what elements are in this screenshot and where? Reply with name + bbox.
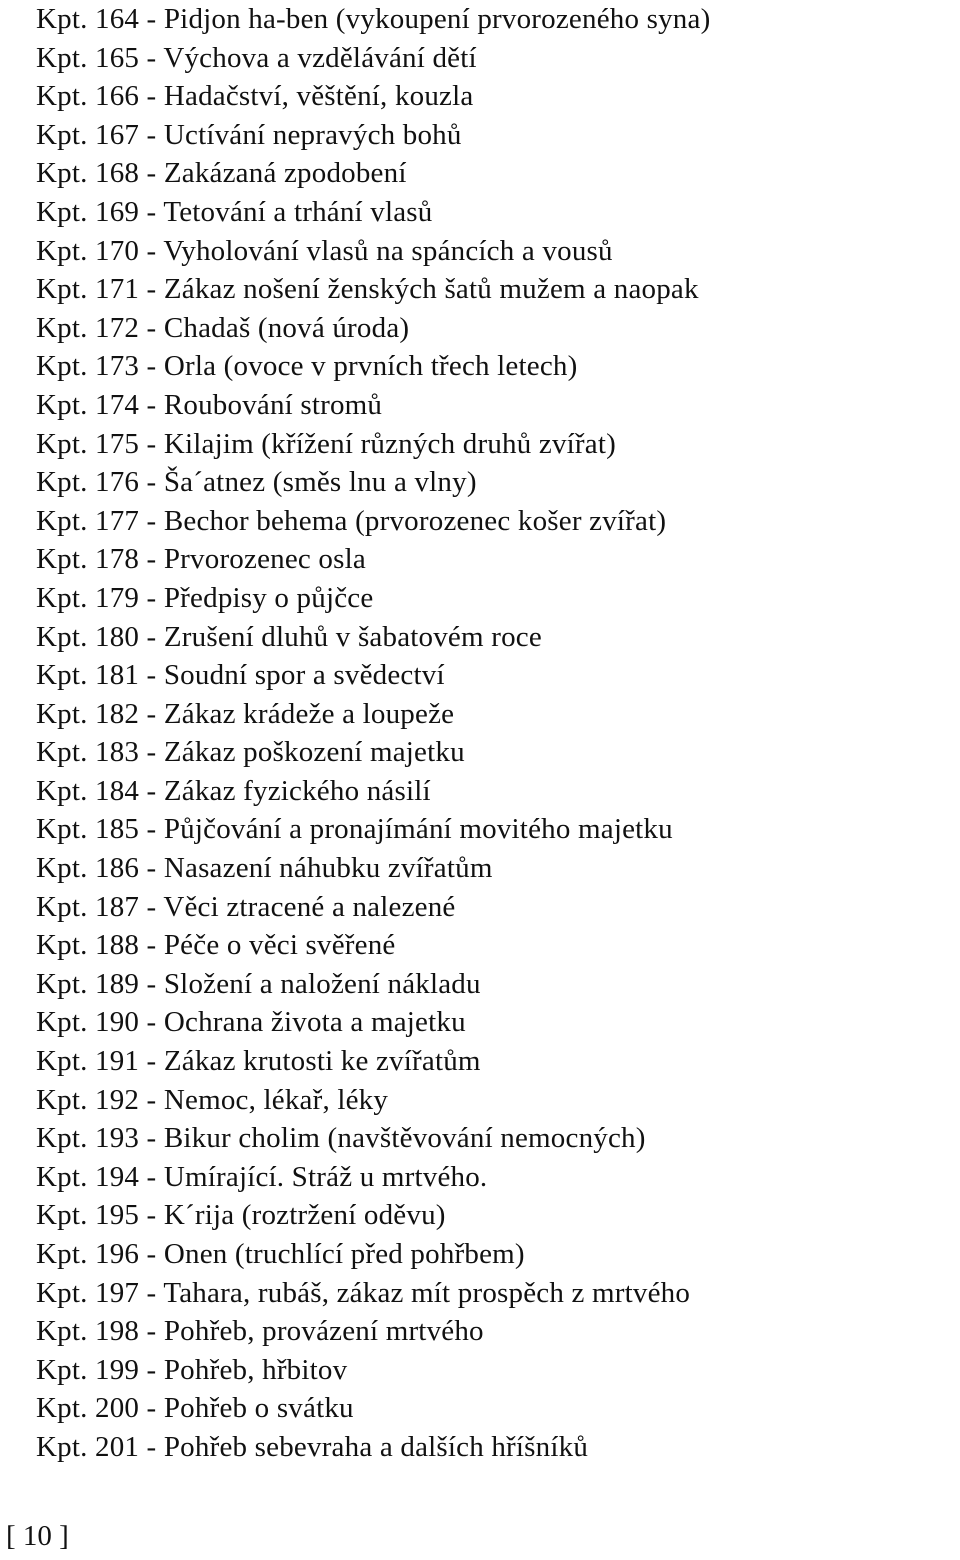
toc-entry: Kpt. 187 - Věci ztracené a nalezené <box>36 890 456 923</box>
toc-entry: Kpt. 188 - Péče o věci svěřené <box>36 929 396 962</box>
toc-entry: Kpt. 200 - Pohřeb o svátku <box>36 1392 354 1425</box>
toc-entry: Kpt. 169 - Tetování a trhání vlasů <box>36 195 433 228</box>
toc-entry: Kpt. 172 - Chadaš (nová úroda) <box>36 311 410 344</box>
toc-entry: Kpt. 183 - Zákaz poškození majetku <box>36 736 465 769</box>
toc-entry: Kpt. 181 - Soudní spor a svědectví <box>36 659 445 692</box>
toc-entry: Kpt. 179 - Předpisy o půjčce <box>36 581 374 614</box>
toc-entry: Kpt. 196 - Onen (truchlící před pohřbem) <box>36 1238 525 1270</box>
toc-entry: Kpt. 171 - Zákaz nošení ženských šatů mužem a naopak <box>36 273 699 306</box>
toc-entry: Kpt. 177 - Bechor behema (prvorozenec košer zvířat) <box>36 504 667 537</box>
toc-entry: Kpt. 178 - Prvorozenec osla <box>36 543 366 576</box>
toc-entry: Kpt. 167 - Uctívání nepravých bohů <box>36 118 462 151</box>
toc-entry: Kpt. 198 - Pohřeb, provázení mrtvého <box>36 1315 484 1348</box>
toc-entry: Kpt. 201 - Pohřeb sebevraha a dalších hříšníků <box>36 1430 589 1463</box>
toc-entry: Kpt. 189 - Složení a naložení nákladu <box>36 967 481 1000</box>
toc-entry: Kpt. 182 - Zákaz krádeže a loupeže <box>36 697 455 730</box>
toc-entry: Kpt. 180 - Zrušení dluhů v šabatovém roce <box>36 620 542 653</box>
toc-entry: Kpt. 175 - Kilajim (křížení různých druhů zvířat) <box>36 427 616 460</box>
toc-entry: Kpt. 173 - Orla (ovoce v prvních třech letech) <box>36 350 578 383</box>
page-number: [ 10 ] <box>6 1520 69 1552</box>
toc-entry: Kpt. 184 - Zákaz fyzického násilí <box>36 774 431 807</box>
toc-entry: Kpt. 195 - K´rija (roztržení oděvu) <box>36 1199 446 1232</box>
toc-entry: Kpt. 174 - Roubování stromů <box>36 388 383 421</box>
toc-entry: Kpt. 191 - Zákaz krutosti ke zvířatům <box>36 1045 481 1078</box>
toc-entry: Kpt. 176 - Ša´atnez (směs lnu a vlny) <box>36 466 477 499</box>
toc-entry: Kpt. 185 - Půjčování a pronajímání movitého majetku <box>36 813 673 846</box>
table-of-contents <box>36 0 710 1467</box>
toc-entry: Kpt. 164 - Pidjon ha-ben (vykoupení prvorozeného syna) <box>36 3 711 35</box>
toc-entry: Kpt. 186 - Nasazení náhubku zvířatům <box>36 852 493 885</box>
toc-entry: Kpt. 193 - Bikur cholim (navštěvování nemocných) <box>36 1122 646 1155</box>
toc-entry: Kpt. 170 - Vyholování vlasů na spáncích a vousů <box>36 234 613 267</box>
toc-entry: Kpt. 199 - Pohřeb, hřbitov <box>36 1353 348 1386</box>
toc-entry: Kpt. 165 - Výchova a vzdělávání dětí <box>36 41 477 74</box>
toc-entry: Kpt. 194 - Umírající. Stráž u mrtvého. <box>36 1160 488 1193</box>
toc-entry: Kpt. 168 - Zakázaná zpodobení <box>36 157 407 190</box>
toc-entry: Kpt. 166 - Hadačství, věštění, kouzla <box>36 80 474 113</box>
toc-entry: Kpt. 192 - Nemoc, lékař, léky <box>36 1083 389 1116</box>
toc-entry: Kpt. 190 - Ochrana života a majetku <box>36 1006 466 1039</box>
toc-entry: Kpt. 197 - Tahara, rubáš, zákaz mít prospěch z mrtvého <box>36 1276 691 1309</box>
